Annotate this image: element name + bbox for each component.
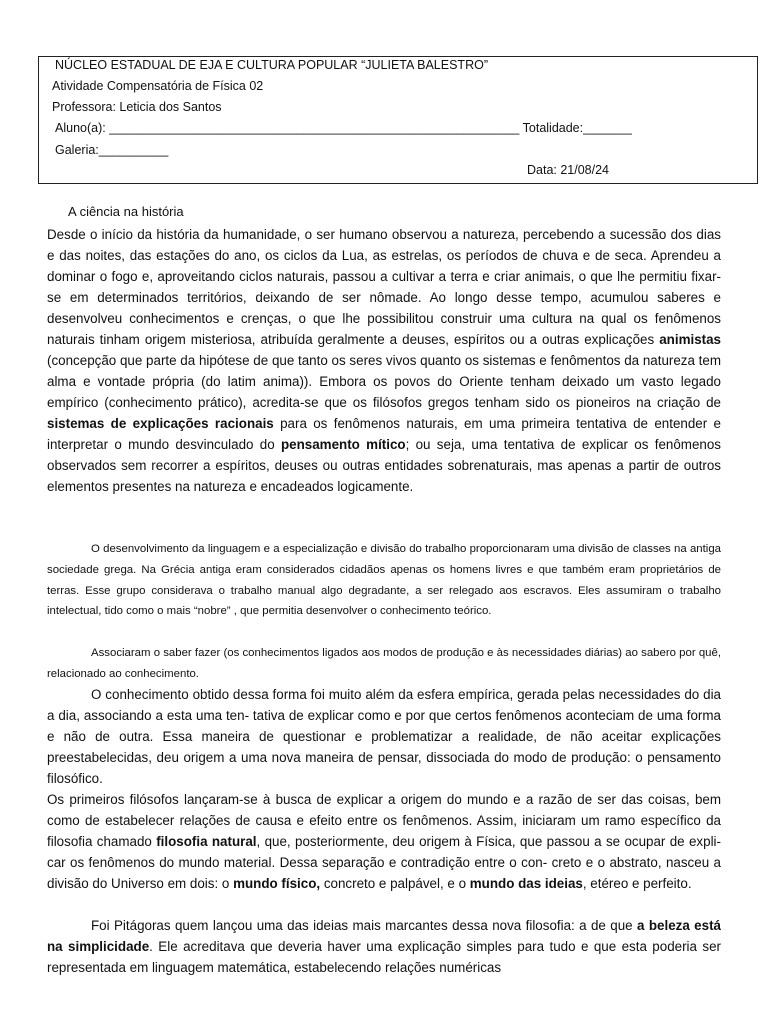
total-label: Totalidade:_______ [522, 121, 632, 135]
student-blank: ___________________________________________________________ [109, 121, 520, 135]
student-label: Aluno(a): [55, 121, 106, 135]
paragraph-4: O conhecimento obtido dessa forma foi muito além da esfera empírica, gerada pelas necessidades do dia a dia, associando a esta uma ten- tativa de explicar como e por que certos fenômenos aconteciam de uma forma e não de outra. Essa maneira de questionar e problematizar a realidade, de não aceitar explicações preestabelecidas, deu origem a uma nova maneira de pensar, dissociada do modo de produção: o pensamento filosófico. [47, 687, 721, 786]
gallery-field: Galeria:__________ [55, 143, 169, 157]
school-name: NÚCLEO ESTADUAL DE EJA E CULTURA POPULAR “JULIETA BALESTRO” [55, 58, 488, 72]
paragraph-1: Desde o início da história da humanidade, o ser humano observou a natureza, percebendo a sucessão dos dias e das noites, das estações do ano, os ciclos da Lua, as estrelas, os períodos de chuva e de seca. Aprendeu a dominar o fogo e, aproveitando ciclos naturais, passou a cultivar a terra e criar animais, o que lhe permitiu fixar-se em determinados territórios, deixando de ser nômade. Ao longo desse tempo, acumulou saberes e desenvolveu conhecimentos e crenças, o que lhe possibilitou construir uma cultura na qual os fenômenos naturais tinham origem misteriosa, atribuída geralmente a deuses, espíritos ou a outras explicações animistas (concepção que parte da hipótese de que tanto os seres vivos quanto os sistemas e fenômentos da natureza tem alma e vontade própria (do latim anima)). Embora os povos do Oriente tenham deixado um vasto legado empírico (conhecimento prático), acredita-se que os filósofos gregos tenham sido os pioneiros na criação de sistemas de explicações racionais para os fenômenos naturais, em uma primeira tentativa de entender e interpretar o mundo desvinculado do pensamento mítico; ou seja, uma tentativa de explicar os fenômenos observados sem recorrer a espíritos, deuses ou outras entidades sobrenaturais, mas apenas a partir de outros elementos presentes na natureza e encadeados logicamente. [47, 227, 721, 494]
paragraph-5: Os primeiros filósofos lançaram-se à busca de explicar a origem do mundo e a razão de ser das coisas, bem como de estabelecer relações de causa e efeito entre os fenômenos. Assim, iniciaram um ramo específico da filosofia chamado filosofia natural, que, posteriormente, deu origem à Física, que passou a se ocupar de expli- car os fenômenos do mundo material. Dessa separação e contradição entre o con- creto e o abstrato, nasceu a divisão do Universo em dois: o mundo físico, concreto e palpável, e o mundo das ideias, etéreo e perfeito. [47, 792, 721, 891]
section-title: A ciência na história [68, 204, 184, 219]
teacher-name: Professora: Leticia dos Santos [52, 100, 222, 114]
activity-title: Atividade Compensatória de Física 02 [52, 79, 264, 93]
paragraph-2: O desenvolvimento da linguagem e a especialização e divisão do trabalho proporcionaram uma divisão de classes na antiga sociedade grega. Na Grécia antiga eram considerados cidadãos apenas os homens livres e que também eram proprietários de terras. Esse grupo considerava o trabalho manual algo degradante, a ser relegado aos escravos. Eles assumiram o trabalho intelectual, tido como o mais “nobre” , que permitia desenvolver o conhecimento teórico. [47, 543, 721, 618]
header-box [38, 56, 758, 184]
date-label: Data: 21/08/24 [527, 163, 610, 177]
paragraph-6: Foi Pitágoras quem lançou uma das ideias mais marcantes dessa nova filosofia: a de que a beleza está na simplicidade. Ele acreditava que deveria haver uma explicação simples para tudo e que esta poderia ser representada em linguagem matemática, estabelecendo relações numéricas [47, 918, 721, 975]
paragraph-3: Associaram o saber fazer (os conhecimentos ligados aos modos de produção e às necessidades diárias) ao sabero por quê, relacionado ao conhecimento. [47, 647, 721, 680]
student-field [55, 121, 632, 135]
